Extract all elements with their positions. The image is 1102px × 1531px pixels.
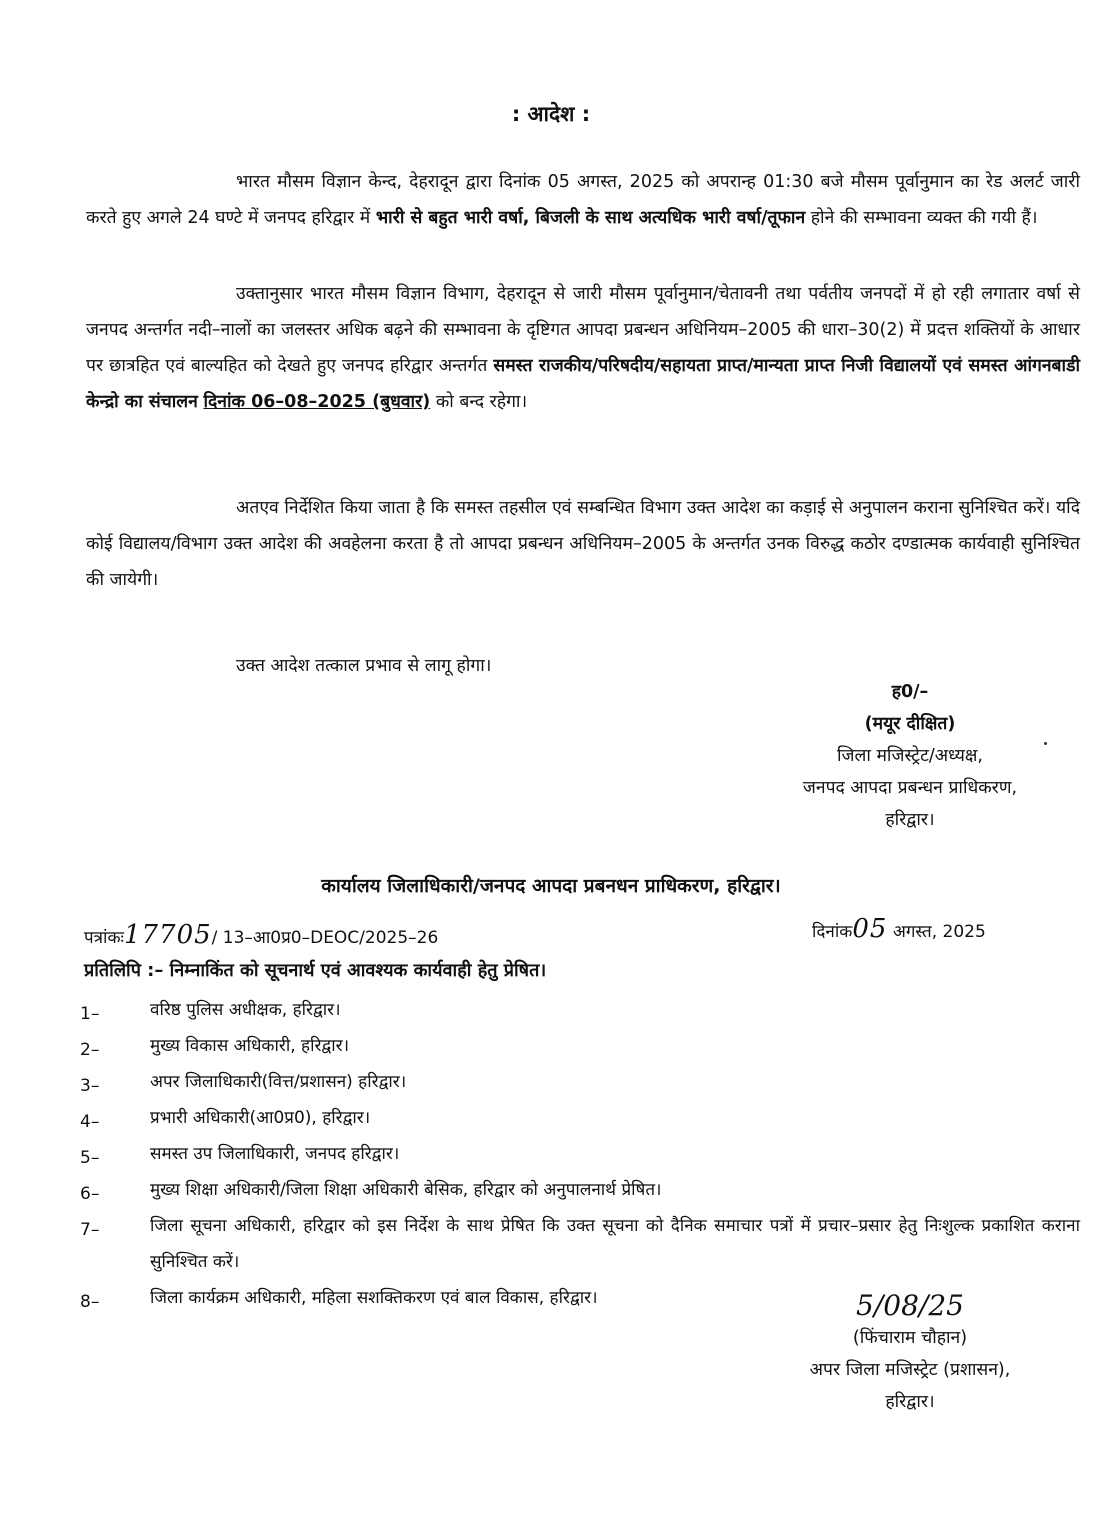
signatory-name: (मयूर दीक्षित): [864, 714, 956, 734]
paragraph-3: अतएव निर्देशित किया जाता है कि समस्त तहसील एवं सम्बन्धित विभाग उक्त आदेश का कड़ाई से अनुपालन कराना सुनिश्चित करें। यदि कोई विद्यालय/विभाग उक्त आदेश की अवहेलना करता है तो आपदा प्रबन्धन अधिनियम–2005 के अन्तर्गत उनक विरुद्ध कठोर दण्डात्मक कार्यवाही सुनिश्चित की जायेगी।: [86, 498, 1080, 590]
recipient-text: समस्त उप जिलाधिकारी, जनपद हरिद्वार।: [150, 1144, 400, 1164]
recipient-text: मुख्य शिक्षा अधिकारी/जिला शिक्षा अधिकारी बेसिक, हरिद्वार को अनुपालनार्थ प्रेषित।: [150, 1180, 662, 1200]
paragraph-1: [86, 164, 1080, 236]
recipient-item: [80, 1028, 1080, 1064]
letter-date: [812, 914, 986, 944]
paragraph-1-end: होने की सम्भावना व्यक्त की गयी हैं।: [810, 208, 1038, 228]
letter-number: [84, 920, 438, 950]
recipient-text: जिला कार्यक्रम अधिकारी, महिला सशक्तिकरण एवं बाल विकास, हरिद्वार।: [150, 1288, 598, 1308]
order-title: : आदेश :: [511, 102, 591, 126]
recipient-list: [80, 992, 1080, 1316]
recipient-text: प्रभारी अधिकारी(आ0प्र0), हरिद्वार।: [150, 1108, 371, 1128]
recipient-number: 3–: [80, 1076, 100, 1096]
paragraph-4: उक्त आदेश तत्काल प्रभाव से लागू होगा।: [236, 656, 492, 676]
signatory-place: हरिद्वार।: [885, 1392, 935, 1412]
office-heading: कार्यालय जिलाधिकारी/जनपद आपदा प्रबनधन प्राधिकरण, हरिद्वार।: [321, 875, 781, 897]
signature-block-dm: [760, 676, 1060, 836]
paragraph-2: [86, 276, 1080, 420]
ink-speck: [1044, 742, 1047, 745]
recipient-number: 2–: [80, 1040, 100, 1060]
copy-to-heading: प्रतिलिपि :– निम्नाकिंत को सूचनार्थ एवं आवश्यक कार्यवाही हेतु प्रेषित।: [84, 960, 547, 981]
signature-block-adm: [760, 1290, 1060, 1418]
recipient-number: 7–: [80, 1220, 100, 1240]
letter-number-prefix: पत्रांकः: [84, 928, 124, 948]
recipient-number: 5–: [80, 1148, 100, 1168]
paragraph-2-end: को बन्द रहेगा।: [435, 392, 528, 412]
recipient-text: वरिष्ठ पुलिस अधीक्षक, हरिद्वार।: [150, 1000, 341, 1020]
recipient-item: [80, 1136, 1080, 1172]
paragraph-2-text: उक्तानुसार भारत मौसम विज्ञान विभाग, देहरादून से जारी मौसम पूर्वानुमान/चेतावनी तथा पर्वतीय जनपदों में हो रही लगातार वर्षा से जनपद अन्तर्गत नदी–नालों का जलस्तर अधिक बढ़ने की सम्भावना के दृष्टिगत आपदा प्रबन्धन अधिनियम–2005 की धारा–30(2) में प्रदत्त शक्तियों के आधार पर छात्रहित एवं बाल्यहित को देखते हुए जनपद हरिद्वार अन्तर्गत: [86, 284, 1080, 376]
paragraph-1-bold: भारी से बहुत भारी वर्षा, बिजली के साथ अत्यधिक भारी वर्षा/तूफान: [375, 208, 806, 228]
signatory-place: हरिद्वार।: [885, 810, 935, 830]
recipient-number: 1–: [80, 1004, 100, 1024]
paragraph-1-text: भारत मौसम विज्ञान केन्द, देहरादून द्वारा दिनांक 05 अगस्त, 2025 को अपरान्ह 01:30 बजे मौसम पूर्वानुमान का रेड अलर्ट जारी करते हुए अगले 24 घण्टे में जनपद हरिद्वार में: [86, 172, 1080, 228]
signatory-designation-1: जिला मजिस्ट्रेट/अध्यक्ष,: [836, 746, 983, 766]
date-prefix: दिनांक: [812, 922, 853, 942]
paragraph-2-bold: समस्त राजकीय/परिषदीय/सहायता प्राप्त/मान्यता प्राप्त निजी विद्यालयों एवं समस्त आंगनबाडी केन्द्रो का संचालन: [86, 356, 1080, 412]
recipient-item: [80, 1100, 1080, 1136]
recipient-text: अपर जिलाधिकारी(वित्त/प्रशासन) हरिद्वार।: [150, 1072, 407, 1092]
recipient-text: मुख्य विकास अधिकारी, हरिद्वार।: [150, 1036, 350, 1056]
handwritten-day: 05: [852, 914, 888, 944]
signatory-designation: अपर जिला मजिस्ट्रेट (प्रशासन),: [809, 1360, 1011, 1380]
recipient-number: 4–: [80, 1112, 100, 1132]
recipient-item: [80, 1208, 1080, 1280]
signed-mark: ह0/–: [891, 682, 929, 702]
recipient-number: 8–: [80, 1292, 100, 1312]
recipient-text: जिला सूचना अधिकारी, हरिद्वार को इस निर्देश के साथ प्रेषित कि उक्त सूचना को दैनिक समाचार पत्रों में प्रचार–प्रसार हेतु निःशुल्क प्रकाशित कराना सुनिश्चित करें।: [150, 1216, 1080, 1272]
recipient-item: [80, 1064, 1080, 1100]
recipient-item: [80, 992, 1080, 1028]
signatory-name: (फिंचाराम चौहान): [852, 1328, 968, 1348]
recipient-number: 6–: [80, 1184, 100, 1204]
letter-reference: / 13–आ0प्र0–DEOC/2025–26: [211, 928, 439, 948]
handwritten-letter-number: 17705: [123, 920, 212, 950]
recipient-item: [80, 1172, 1080, 1208]
signatory-designation-2: जनपद आपदा प्रबन्धन प्राधिकरण,: [802, 778, 1018, 798]
date-month-year: अगस्त, 2025: [892, 922, 986, 942]
closure-date: दिनांक 06–08–2025 (बुधवार): [203, 392, 431, 412]
handwritten-signature: 5/08/25: [856, 1289, 964, 1322]
